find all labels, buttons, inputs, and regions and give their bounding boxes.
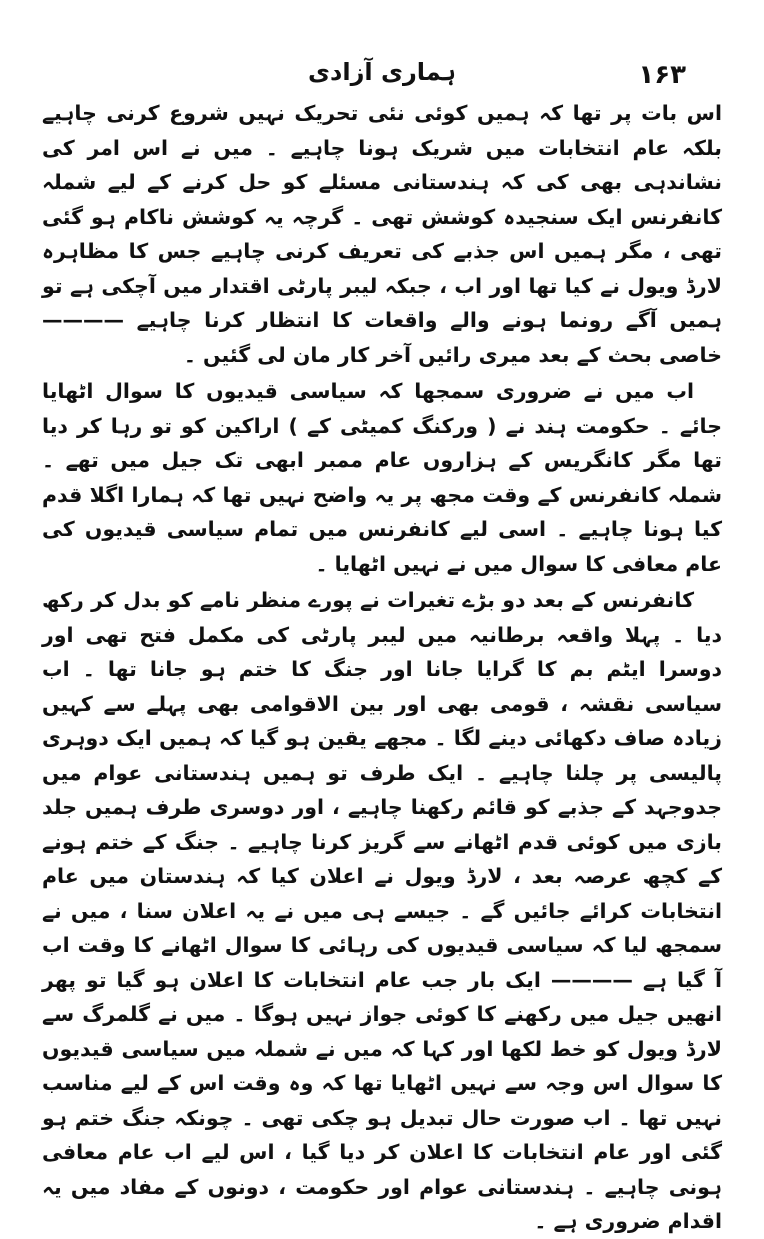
page-header — [60, 58, 704, 98]
running-title: ہماری آزادی — [308, 58, 456, 86]
paragraph-3: کانفرنس کے بعد دو بڑے تغیرات نے پورے منظر نامے کو بدل کر رکھ دیا ۔ پہلا واقعہ برطانیہ میں لیبر پارٹی کی مکمل فتح تھی اور دوسرا ایٹم بم کا گرایا جانا اور جنگ کا ختم ہو جانا تھا ۔ اب سیاسی نقشہ ، قومی بھی اور بین الاقوامی بھی پہلے سے کہیں زیادہ صاف دکھائی دینے لگا ۔ مجھے یقین ہو گیا کہ ہمیں ایک دوہری پالیسی پر چلنا چاہیے ۔ ایک طرف تو ہمیں ہندستانی عوام میں جدوجہد کے جذبے کو قائم رکھنا چاہیے ، اور دوسری طرف ہمیں جلد بازی میں کوئی قدم اٹھانے سے گریز کرنا چاہیے ۔ جنگ کے ختم ہونے کے کچھ عرصہ بعد ، لارڈ ویول نے اعلان کیا کہ ہندستان میں عام انتخابات کرائے جائیں گے ۔ جیسے ہی میں نے یہ اعلان سنا ، میں نے سمجھ لیا کہ سیاسی قیدیوں کی رہائی کا سوال اٹھانے کا وقت اب آ گیا ہے ———— ایک بار جب عام انتخابات کا اعلان ہو گیا تو پھر انھیں جیل میں رکھنے کا کوئی جواز نہیں ہوگا ۔ میں نے گلمرگ سے لارڈ ویول کو خط لکھا اور کہا کہ میں نے شملہ میں سیاسی قیدیوں کا سوال اس وجہ سے نہیں اٹھایا تھا کہ وہ وقت اس کے لیے مناسب نہیں تھا ۔ اب صورت حال تبدیل ہو چکی تھی ۔ چونکہ جنگ ختم ہو گئی اور عام انتخابات کا اعلان کر دیا گیا ، اس لیے اب عام معافی ہونی چاہیے ۔ ہندستانی عوام اور حکومت ، دونوں کے مفاد میں یہ اقدام ضروری ہے ۔ — [42, 588, 722, 1233]
paragraph-1: اس بات پر تھا کہ ہمیں کوئی نئی تحریک نہیں شروع کرنی چاہیے بلکہ عام انتخابات میں شریک ہونا چاہیے ۔ میں نے اس امر کی نشاندہی بھی کی کہ ہندستانی مسئلے کو حل کرنے کے لیے شملہ کانفرنس ایک سنجیدہ کوشش تھی ۔ گرچہ یہ کوشش ناکام ہو گئی تھی ، مگر ہمیں اس جذبے کی تعریف کرنی چاہیے جس کا مظاہرہ لارڈ ویول نے کیا تھا اور اب ، جبکہ لیبر پارٹی اقتدار میں آچکی ہے تو ہمیں آگے رونما ہونے والے واقعات کا انتظار کرنا چاہیے ———— خاصی بحث کے بعد میری رائیں آخر کار مان لی گئیں ۔ — [42, 101, 722, 367]
paragraph-2: اب میں نے ضروری سمجھا کہ سیاسی قیدیوں کا سوال اٹھایا جائے ۔ حکومت ہند نے ( ورکنگ کمیٹی کے ) اراکین کو تو رہا کر دیا تھا مگر کانگریس کے ہزاروں عام ممبر ابھی تک جیل میں تھے ۔ شملہ کانفرنس کے وقت مجھ پر یہ واضح نہیں تھا کہ ہمارا اگلا قدم کیا ہونا چاہیے ۔ اسی لیے کانفرنس میں تمام سیاسی قیدیوں کی عام معافی کا سوال میں نے نہیں اٹھایا ۔ — [42, 379, 722, 576]
page-body — [42, 96, 722, 1239]
page-number: ۱۶۳ — [638, 60, 686, 90]
